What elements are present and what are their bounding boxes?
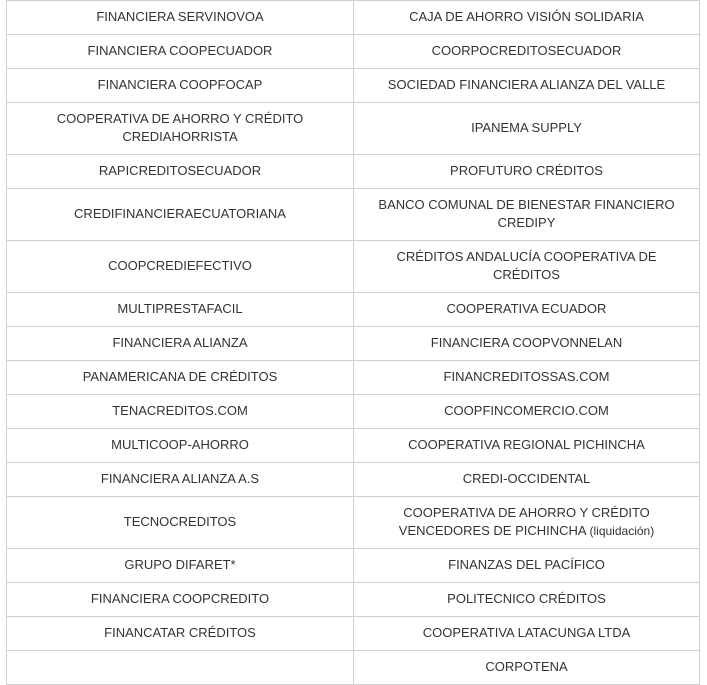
table-cell-left: CREDIFINANCIERAECUATORIANA xyxy=(7,189,354,241)
table-cell-right: COOPFINCOMERCIO.COM xyxy=(354,395,700,429)
table-cell-right: CAJA DE AHORRO VISIÓN SOLIDARIA xyxy=(354,1,700,35)
table-row xyxy=(7,617,700,651)
table-cell-right: SOCIEDAD FINANCIERA ALIANZA DEL VALLE xyxy=(354,69,700,103)
table-cell-left: RAPICREDITOSECUADOR xyxy=(7,155,354,189)
table-cell-left: PANAMERICANA DE CRÉDITOS xyxy=(7,361,354,395)
table-cell-left: COOPERATIVA DE AHORRO Y CRÉDITO CREDIAHORRISTA xyxy=(7,103,354,155)
table-cell-right: COOPERATIVA ECUADOR xyxy=(354,293,700,327)
table-row xyxy=(7,395,700,429)
table-cell-left: FINANCIERA COOPECUADOR xyxy=(7,35,354,69)
table-cell-left: MULTIPRESTAFACIL xyxy=(7,293,354,327)
table-cell-right: FINANZAS DEL PACÍFICO xyxy=(354,549,700,583)
table-cell-right: COORPOCREDITOSECUADOR xyxy=(354,35,700,69)
table-row xyxy=(7,463,700,497)
table-row xyxy=(7,429,700,463)
table-cell-right: FINANCREDITOSSAS.COM xyxy=(354,361,700,395)
table-cell-left: GRUPO DIFARET* xyxy=(7,549,354,583)
table-cell-left: FINANCIERA COOPFOCAP xyxy=(7,69,354,103)
table-row xyxy=(7,293,700,327)
table-cell-left: FINANCIERA SERVINOVOA xyxy=(7,1,354,35)
table-cell-right: COOPERATIVA REGIONAL PICHINCHA xyxy=(354,429,700,463)
table-row xyxy=(7,651,700,685)
table-row xyxy=(7,35,700,69)
table-cell-right: BANCO COMUNAL DE BIENESTAR FINANCIERO CREDIPY xyxy=(354,189,700,241)
cell-text: COOPERATIVA DE AHORRO Y CRÉDITO VENCEDORES DE PICHINCHA xyxy=(398,505,650,538)
table-cell-right xyxy=(354,497,700,549)
cell-note: (liquidación) xyxy=(589,524,655,538)
table-row xyxy=(7,583,700,617)
table-cell-left: COOPCREDIEFECTIVO xyxy=(7,241,354,293)
table-row xyxy=(7,155,700,189)
table-cell-left xyxy=(7,651,354,685)
institutions-table xyxy=(6,0,700,685)
table-cell-left: TECNOCREDITOS xyxy=(7,497,354,549)
table-row xyxy=(7,103,700,155)
table-cell-left: FINANCATAR CRÉDITOS xyxy=(7,617,354,651)
table-cell-left: FINANCIERA ALIANZA xyxy=(7,327,354,361)
table-cell-left: FINANCIERA ALIANZA A.S xyxy=(7,463,354,497)
table-row xyxy=(7,189,700,241)
table-row xyxy=(7,327,700,361)
table-row xyxy=(7,361,700,395)
table-row xyxy=(7,549,700,583)
table-row xyxy=(7,1,700,35)
table-cell-left: FINANCIERA COOPCREDITO xyxy=(7,583,354,617)
table-row xyxy=(7,241,700,293)
table-cell-right: POLITECNICO CRÉDITOS xyxy=(354,583,700,617)
table-cell-right: CREDI-OCCIDENTAL xyxy=(354,463,700,497)
table-cell-right: CORPOTENA xyxy=(354,651,700,685)
table-cell-right: FINANCIERA COOPVONNELAN xyxy=(354,327,700,361)
table-cell-left: TENACREDITOS.COM xyxy=(7,395,354,429)
table-cell-right: COOPERATIVA LATACUNGA LTDA xyxy=(354,617,700,651)
table-row xyxy=(7,69,700,103)
table-row xyxy=(7,497,700,549)
table-cell-right: PROFUTURO CRÉDITOS xyxy=(354,155,700,189)
table-cell-left: MULTICOOP-AHORRO xyxy=(7,429,354,463)
table-cell-right: CRÉDITOS ANDALUCÍA COOPERATIVA DE CRÉDITOS xyxy=(354,241,700,293)
table-cell-right: IPANEMA SUPPLY xyxy=(354,103,700,155)
